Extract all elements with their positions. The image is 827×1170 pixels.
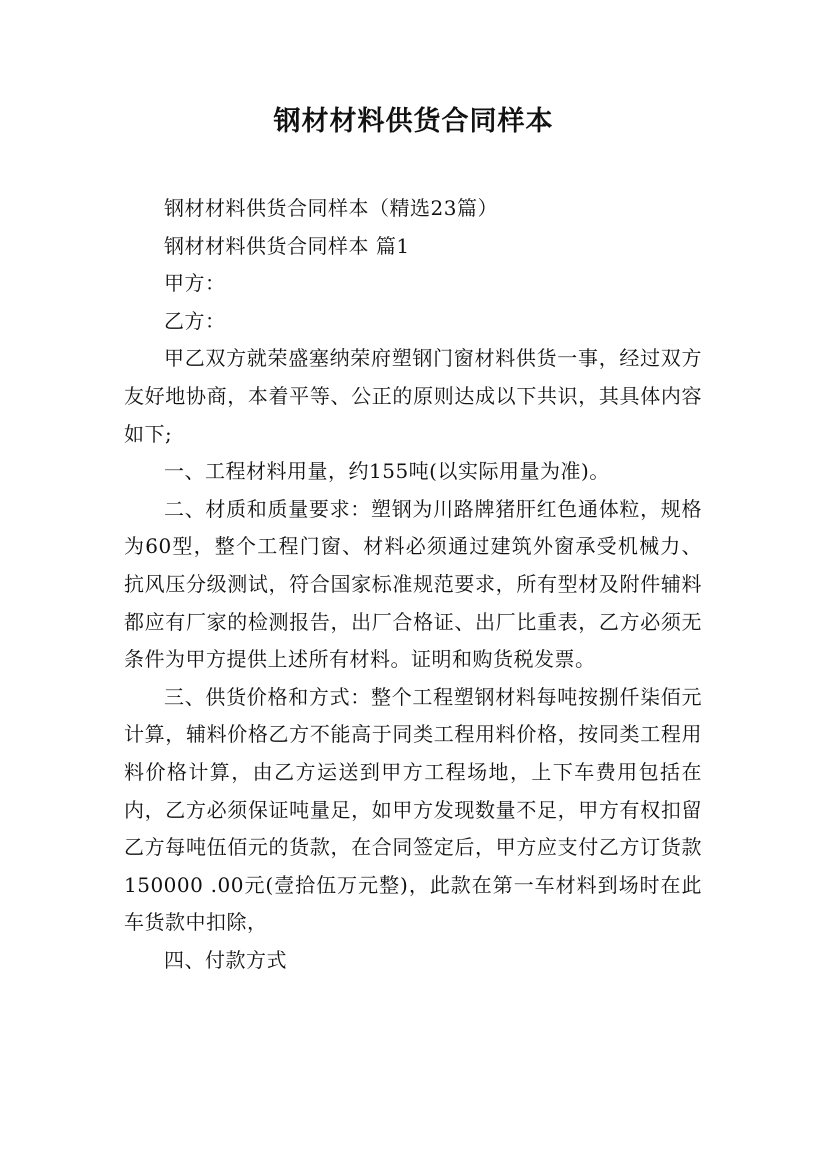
paragraph-party-a: 甲方： bbox=[164, 271, 226, 296]
paragraph-section-heading: 钢材材料供货合同样本 篇1 bbox=[164, 233, 410, 258]
paragraph-clause-2: 二、材质和质量要求：塑钢为川路牌猪肝红色通体粒，规格为60型，整个工程门窗、材料必须通过建筑外窗承受机械力、抗风压分级测试，符合国家标准规范要求，所有型材及附件辅料都应有厂家的检测报告，出厂合格证、出厂比重表，乙方必须无条件为甲方提供上述所有材料。证明和购货税发票。 bbox=[124, 496, 702, 672]
document-title: 钢材材料供货合同样本 bbox=[273, 106, 554, 137]
paragraph-clause-4: 四、付款方式 bbox=[164, 947, 287, 972]
paragraph-party-b: 乙方： bbox=[164, 308, 226, 333]
paragraph-clause-3: 三、供货价格和方式：整个工程塑钢材料每吨按捌仟柒佰元计算，辅料价格乙方不能高于同类工程用料价格，按同类工程用料价格计算，由乙方运送到甲方工程场地，上下车费用包括在内，乙方必须保证吨量足，如甲方发现数量不足，甲方有权扣留乙方每吨伍佰元的货款，在合同签定后，甲方应支付乙方订货款150000 .00元(壹拾伍万元整)，此款在第一车材料到场时在此车货款中扣除， bbox=[124, 684, 702, 935]
paragraph-subtitle: 钢材材料供货合同样本（精选23篇） bbox=[164, 196, 498, 220]
paragraph-intro: 甲乙双方就荣盛塞纳荣府塑钢门窗材料供货一事，经过双方友好地协商，本着平等、公正的原则达成以下共识，其具体内容如下; bbox=[124, 346, 702, 446]
document-body bbox=[124, 190, 702, 979]
paragraph-clause-1: 一、工程材料用量，约155吨(以实际用量为准)。 bbox=[164, 459, 610, 484]
